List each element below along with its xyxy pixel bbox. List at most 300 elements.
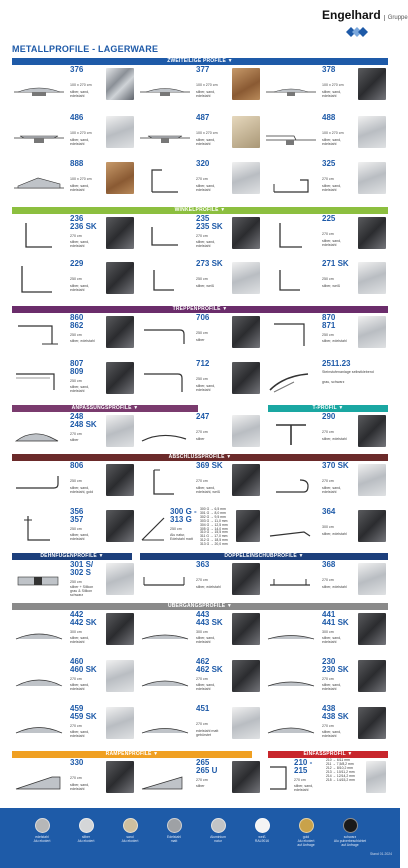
section-abschluss: ABSCHLUSSPROFILE ▼ (12, 454, 388, 461)
drawing-806-icon (12, 464, 66, 500)
product-460 (12, 658, 136, 698)
drawing-369-icon (138, 464, 192, 500)
drawing-300-icon (138, 510, 168, 546)
product-colors: silber, edelstahl (70, 339, 95, 343)
photo-870 (358, 316, 386, 348)
table-300 (200, 508, 232, 547)
product-colors: silber, weiß (196, 284, 214, 288)
product-length: 100 x 270 cm (70, 83, 92, 87)
product-number: 460 460 SK (70, 657, 97, 674)
page-title: METALLPROFILE - LAGERWARE (12, 44, 159, 54)
product-colors: edelstahl matt gebürstet (196, 729, 219, 738)
drawing-441-icon (264, 613, 318, 649)
photo-443 (232, 613, 260, 645)
table-300-row: 303 G → 11,0 mm (200, 518, 228, 523)
product-459 (12, 705, 136, 745)
drawing-247-icon (138, 415, 192, 451)
product-number: 442 442 SK (70, 610, 97, 627)
photo-271 (358, 262, 386, 294)
product-colors: silber, sand, edelstahl (322, 138, 342, 147)
product-colors: silber, sand, edelstahl (196, 636, 216, 645)
swatch-label: schwarz Alu pulverbeschichtet auf Anfrage (333, 835, 367, 847)
swatch-label: weiß RAL9016 (254, 835, 270, 843)
product-length: 250 cm (70, 333, 82, 337)
drawing-442-icon (12, 613, 66, 649)
product-colors: silber, sand, edelstahl (322, 90, 342, 99)
drawing-363-icon (138, 563, 192, 599)
product-462 (138, 658, 262, 698)
drawing-271-icon (264, 262, 318, 298)
table-300-row: 305 G → 14,0 mm (200, 526, 228, 531)
product-number: 451 (196, 704, 210, 713)
drawing-377-icon (138, 68, 192, 104)
product-229 (12, 260, 136, 300)
product-number: 225 (322, 214, 336, 223)
product-length: 270 cm (70, 677, 82, 681)
product-colors: silber (196, 338, 205, 342)
product-356 (12, 508, 136, 548)
table-210-row: 210 → 6/11 mm (326, 758, 350, 762)
swatch-disc (123, 818, 138, 833)
photo-706 (232, 316, 260, 348)
swatch-edelstahl-matt (152, 818, 196, 844)
photo-860 (106, 316, 134, 348)
product-378 (264, 66, 388, 106)
product-length: 100 x 270 cm (70, 131, 92, 135)
product-number: 486 (70, 113, 84, 122)
product-length: 250 cm (170, 527, 182, 531)
table-210-row: 212 → 8/10,2 mm (326, 765, 353, 770)
drawing-462-icon (138, 660, 192, 696)
product-number: 300 G - 313 G (170, 507, 197, 524)
swatch-label: silber Alu eloxiert (77, 835, 95, 843)
product-colors: silber, sand, edelstahl (322, 730, 342, 739)
product-colors: silber, sand, edelstahl (70, 138, 90, 147)
product-number: 369 SK (196, 461, 223, 470)
product-length: 250 cm (322, 333, 334, 337)
section-zweiteilig: ZWEITEILIGE PROFILE ▼ (12, 58, 388, 65)
product-colors: silber, sand, edelstahl, weiß (196, 486, 220, 495)
product-number: 2511.23 (322, 359, 351, 368)
product-number: 376 (70, 65, 84, 74)
brand-logo-icon (346, 25, 368, 39)
product-number: 487 (196, 113, 210, 122)
table-300-row: 312 G → 18,5 mm (200, 538, 228, 543)
photo-364 (358, 510, 386, 542)
drawing-301-icon (12, 563, 66, 599)
product-number: 370 SK (322, 461, 349, 470)
drawing-860-icon (12, 316, 66, 352)
product-length: 300 cm (322, 525, 334, 529)
photo-370 (358, 464, 386, 496)
drawing-265-icon (138, 761, 192, 797)
product-number: 806 (70, 461, 84, 470)
product-number: 807 809 (70, 359, 84, 376)
product-number: 210 - 215 (294, 758, 313, 775)
product-number: 247 (196, 412, 210, 421)
product-number: 441 441 SK (322, 610, 349, 627)
product-443 (138, 611, 262, 651)
product-number: 870 871 (322, 313, 336, 330)
product-230 (264, 658, 388, 698)
product-length: 270 cm (196, 430, 208, 434)
swatch-weiss (240, 818, 284, 844)
swatch-gold (284, 818, 328, 847)
product-2511 (264, 360, 388, 400)
drawing-888-icon (12, 162, 66, 198)
swatch-label: gold Alu eloxiert auf Anfrage (297, 835, 315, 847)
drawing-438-icon (264, 707, 318, 743)
product-length: 250 cm (196, 331, 208, 335)
photo-806 (106, 464, 134, 496)
photo-377 (232, 68, 260, 100)
drawing-486-icon (12, 116, 66, 152)
drawing-378-icon (264, 68, 318, 104)
product-length: 270 cm (322, 430, 334, 434)
swatch-label: Edelstahl matt (167, 835, 181, 843)
product-300 (138, 508, 262, 548)
product-888 (12, 160, 136, 200)
photo-376 (106, 68, 134, 100)
product-number: 230 230 SK (322, 657, 349, 674)
product-colors: silber, sand, edelstahl (196, 90, 216, 99)
product-colors: silber, edelstahl (322, 532, 347, 536)
product-number: 330 (70, 758, 84, 767)
section-rampen: RAMPENPROFILE ▼ (12, 751, 252, 758)
product-colors: silber, sand, edelstahl (196, 240, 216, 249)
table-300-row: 300 G → 6,5 mm (200, 507, 226, 511)
product-colors: silber, edelstahl (196, 585, 221, 589)
photo-225 (358, 217, 386, 249)
product-369 (138, 462, 262, 502)
product-487 (138, 114, 262, 154)
product-colors: silber (196, 784, 205, 788)
drawing-273-icon (138, 262, 192, 298)
drawing-451-icon (138, 707, 192, 743)
product-length: 270 cm (322, 724, 334, 728)
product-colors: silber, sand, edelstahl (70, 636, 90, 645)
product-length: 270 cm (322, 578, 334, 582)
photo-888 (106, 162, 134, 194)
product-488 (264, 114, 388, 154)
product-colors: silber, sand, edelstahl (70, 783, 90, 792)
table-300-row: 311 G → 17,0 mm (200, 534, 228, 539)
photo-486 (106, 116, 134, 148)
product-438 (264, 705, 388, 745)
product-376 (12, 66, 136, 106)
photo-459 (106, 707, 134, 739)
product-number: 462 462 SK (196, 657, 223, 674)
section-doppel: DOPPELEINSCHUBPROFILE ▼ (140, 553, 388, 560)
photo-273 (232, 262, 260, 294)
drawing-488-icon (264, 116, 318, 152)
product-number: 248 248 SK (70, 412, 97, 429)
product-length: 270 cm (196, 234, 208, 238)
swatch-aluminium-natur (196, 818, 240, 844)
product-320 (138, 160, 262, 200)
product-colors: silber, sand, edelstahl (294, 784, 314, 793)
product-number: 363 (196, 560, 210, 569)
section-dehnfugen: DEHNFUGENPROFILE ▼ (12, 553, 132, 560)
table-210-row: 215 → 14/15,2 mm (326, 777, 355, 782)
drawing-2511-icon (264, 362, 318, 398)
drawing-370-icon (264, 464, 318, 500)
product-length: 270 cm (196, 722, 208, 726)
product-number: 888 (70, 159, 84, 168)
product-length: 270 cm (196, 677, 208, 681)
product-colors: silber, sand, edelstahl (70, 730, 90, 739)
drawing-325-icon (264, 162, 318, 198)
swatch-schwarz (328, 818, 372, 847)
product-number: 438 438 SK (322, 704, 349, 721)
product-364 (264, 508, 388, 548)
photo-325 (358, 162, 386, 194)
photo-462 (232, 660, 260, 692)
product-210 (264, 759, 388, 799)
product-colors: silber, sand, edelstahl (322, 184, 342, 193)
product-length: Steinstufenanlage selbstklebend (322, 370, 374, 374)
product-length: 250 cm (196, 377, 208, 381)
product-length: 300 cm (322, 630, 334, 634)
product-length: 300 cm (196, 630, 208, 634)
product-length: 270 cm (322, 232, 334, 236)
stand-date: Stand 01.2024 (369, 852, 392, 856)
product-330 (12, 759, 136, 799)
drawing-356-icon (12, 510, 66, 546)
product-length: 270 cm (322, 177, 334, 181)
product-colors: silber, sand, edelstahl (322, 486, 342, 495)
product-number: 364 (322, 507, 336, 516)
product-712 (138, 360, 262, 400)
drawing-320-icon (138, 162, 192, 198)
section-einfass: EINFASSPROFIL ▼ (268, 751, 388, 758)
product-number: 273 SK (196, 259, 223, 268)
drawing-368-icon (264, 563, 318, 599)
product-colors: silber, sand, edelstahl (70, 184, 90, 193)
drawing-712-icon (138, 362, 192, 398)
product-colors: silber, sand, edelstahl (70, 385, 90, 394)
swatch-disc (167, 818, 182, 833)
product-325 (264, 160, 388, 200)
section-winkel: WINKELPROFILE ▼ (12, 207, 388, 214)
product-colors: silber (196, 437, 205, 441)
swatch-edelstahl (20, 818, 64, 844)
product-number: 459 459 SK (70, 704, 97, 721)
product-number: 488 (322, 113, 336, 122)
drawing-364-icon (264, 510, 318, 546)
section-treppen: TREPPENPROFILE ▼ (12, 306, 388, 313)
section-tprofil: T-PROFIL ▼ (268, 405, 388, 412)
product-number: 236 236 SK (70, 214, 97, 231)
section-uebergang: ÜBERGANGSPROFILE ▼ (12, 603, 388, 610)
photo-363 (232, 563, 260, 595)
product-colors: silber, sand, edelstahl (196, 184, 216, 193)
product-colors: silber, edelstahl (322, 339, 347, 343)
product-colors: grau, schwarz (322, 380, 345, 384)
product-number: 443 443 SK (196, 610, 223, 627)
table-210-row: 214 → 12/14,2 mm (326, 773, 355, 778)
product-235 (138, 215, 262, 255)
swatch-label: edelstahl Alu eloxiert (33, 835, 51, 843)
product-colors: silber, sand, edelstahl (322, 683, 342, 692)
brand-group: Gruppe (384, 15, 408, 21)
product-colors: silber, sand, edelstahl (322, 239, 342, 248)
product-length: 100 x 270 cm (70, 177, 92, 181)
photo-210 (366, 761, 386, 793)
drawing-460-icon (12, 660, 66, 696)
product-806 (12, 462, 136, 502)
product-273 (138, 260, 262, 300)
product-271 (264, 260, 388, 300)
photo-247 (232, 415, 260, 447)
drawing-706-icon (138, 316, 192, 352)
swatch-disc (79, 818, 94, 833)
table-210 (326, 759, 366, 782)
product-length: 100 x 270 cm (322, 83, 344, 87)
product-length: 100 x 270 cm (196, 131, 218, 135)
product-length: 250 cm (70, 379, 82, 383)
drawing-236-icon (12, 217, 66, 253)
drawing-376-icon (12, 68, 66, 104)
swatch-disc (343, 818, 358, 833)
product-377 (138, 66, 262, 106)
product-colors: silber, sand, edelstahl (70, 90, 90, 99)
product-441 (264, 611, 388, 651)
product-number: 356 357 (70, 507, 84, 524)
product-265 (138, 759, 262, 799)
product-870 (264, 314, 388, 354)
product-length: 250 cm (322, 277, 334, 281)
photo-438 (358, 707, 386, 739)
product-length: 300 cm (70, 630, 82, 634)
product-number: 706 (196, 313, 210, 322)
drawing-229-icon (12, 262, 66, 298)
product-number: 860 862 (70, 313, 84, 330)
photo-807 (106, 362, 134, 394)
swatch-label: sand Alu eloxiert (121, 835, 139, 843)
product-number: 368 (322, 560, 336, 569)
table-300-row: 304 G → 12,5 mm (200, 522, 228, 527)
drawing-248-icon (12, 415, 66, 451)
table-210-row: 213 → 10/11,2 mm (326, 769, 355, 774)
photo-460 (106, 660, 134, 692)
photo-229 (106, 262, 134, 294)
product-colors: silber, sand, edelstahl, gold (70, 486, 94, 495)
brand-name: Engelhard Gruppe (322, 8, 408, 22)
photo-301 (106, 563, 134, 595)
product-length: 270 cm (70, 234, 82, 238)
product-length: 250 cm (70, 479, 82, 483)
photo-320 (232, 162, 260, 194)
product-number: 235 235 SK (196, 214, 223, 231)
drawing-443-icon (138, 613, 192, 649)
product-706 (138, 314, 262, 354)
product-807 (12, 360, 136, 400)
photo-368 (358, 563, 386, 595)
product-number: 229 (70, 259, 84, 268)
product-442 (12, 611, 136, 651)
product-colors: silber, sand, edelstahl (70, 240, 90, 249)
drawing-330-icon (12, 761, 66, 797)
photo-235 (232, 217, 260, 249)
drawing-459-icon (12, 707, 66, 743)
product-colors: silber, sand, edelstahl (196, 138, 216, 147)
swatch-label: Aluminium natur (210, 835, 226, 843)
product-number: 320 (196, 159, 210, 168)
product-length: 250 cm (196, 277, 208, 281)
product-number: 290 (322, 412, 336, 421)
photo-488 (358, 116, 386, 148)
product-451 (138, 705, 262, 745)
photo-356 (106, 510, 134, 542)
product-247 (138, 413, 262, 453)
drawing-235-icon (138, 217, 192, 253)
product-length: 270 cm (294, 778, 306, 782)
swatch-disc (299, 818, 314, 833)
product-number: 325 (322, 159, 336, 168)
product-301 (12, 561, 136, 601)
photo-451 (232, 707, 260, 739)
product-colors: Alu natur, Edelstahl matt (170, 533, 193, 542)
product-colors: silber, sand, edelstahl (196, 384, 216, 393)
product-colors: silber, sand, edelstahl (70, 284, 90, 293)
product-length: 270 cm (196, 479, 208, 483)
product-290 (264, 413, 388, 453)
photo-378 (358, 68, 386, 100)
product-colors: silber, sand, edelstahl (322, 636, 342, 645)
product-length: 270 cm (322, 677, 334, 681)
product-colors: silber + Silikon grau & Silikon schwarz (70, 585, 94, 598)
photo-236 (106, 217, 134, 249)
product-length: 270 cm (322, 479, 334, 483)
photo-441 (358, 613, 386, 645)
photo-330 (106, 761, 134, 793)
drawing-290-icon (264, 415, 318, 451)
product-363 (138, 561, 262, 601)
product-860 (12, 314, 136, 354)
section-anpassung: ANPASSUNGSPROFILE ▼ (12, 405, 198, 412)
product-length: 270 cm (70, 432, 82, 436)
photo-230 (358, 660, 386, 692)
drawing-807-icon (12, 362, 66, 398)
product-370 (264, 462, 388, 502)
product-number: 712 (196, 359, 210, 368)
product-length: 270 cm (70, 724, 82, 728)
photo-300 (236, 510, 260, 542)
drawing-225-icon (264, 217, 318, 253)
product-length: 250 cm (70, 277, 82, 281)
swatch-sand (108, 818, 152, 844)
photo-712 (232, 362, 260, 394)
swatch-disc (255, 818, 270, 833)
swatch-disc (35, 818, 50, 833)
product-length: 100 x 270 cm (322, 131, 344, 135)
product-number: 301 S/ 302 S (70, 560, 94, 577)
product-225 (264, 215, 388, 255)
photo-290 (358, 415, 386, 447)
product-248 (12, 413, 136, 453)
drawing-210-icon (264, 761, 292, 795)
drawing-487-icon (138, 116, 192, 152)
drawing-230-icon (264, 660, 318, 696)
product-colors: silber (70, 438, 79, 442)
product-number: 378 (322, 65, 336, 74)
photo-265 (232, 761, 260, 793)
product-length: 270 cm (70, 776, 82, 780)
product-length: 250 cm (70, 527, 82, 531)
product-colors: silber, edelstahl (322, 585, 347, 589)
product-colors: silber, edelstahl (322, 437, 347, 441)
